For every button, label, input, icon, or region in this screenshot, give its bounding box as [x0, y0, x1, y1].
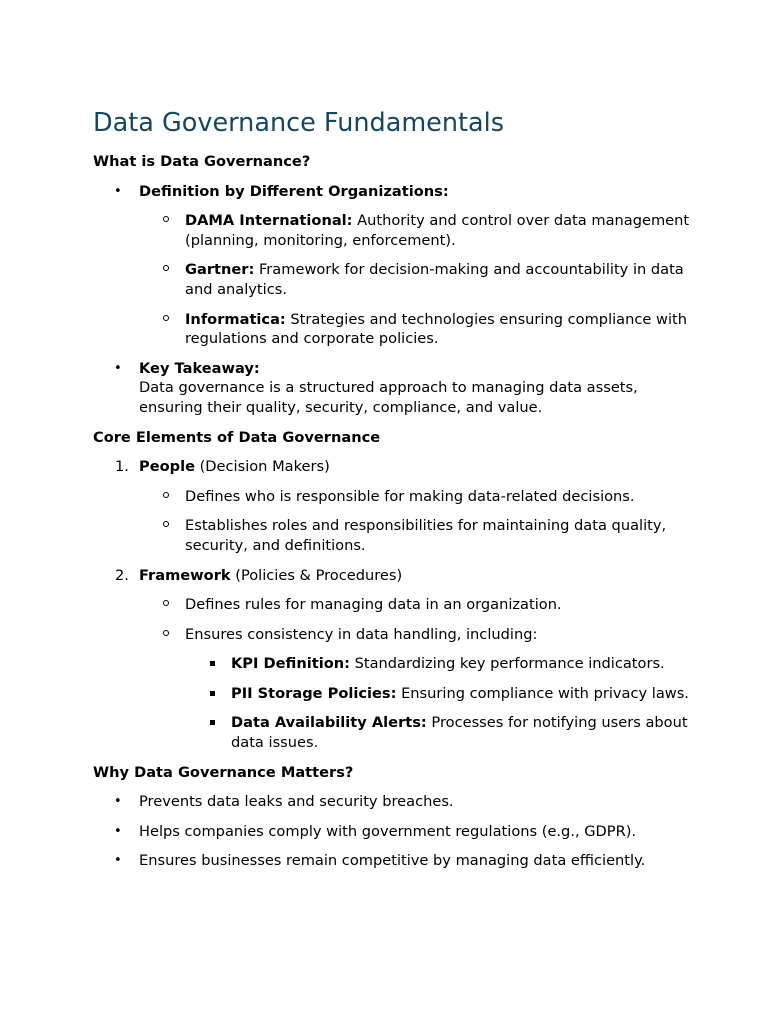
- item-text: Helps companies comply with government regulations (e.g., GDPR).: [139, 822, 637, 840]
- item-text: Data governance is a structured approach to managing data assets, ensuring their quality, security, compliance, and value.: [139, 379, 638, 416]
- bullet-icon: •: [114, 360, 122, 376]
- circle-bullet-icon: [163, 315, 169, 321]
- square-bullet-icon: [210, 720, 215, 725]
- list-item: [185, 654, 693, 674]
- list-item: [93, 566, 693, 753]
- list-item: [93, 792, 693, 812]
- item-text: Standardizing key performance indicators.: [354, 655, 665, 673]
- item-label: Data Availability Alerts:: [231, 714, 427, 732]
- list-item: [139, 310, 693, 349]
- list-item: [93, 457, 693, 555]
- list-item: [139, 595, 693, 615]
- item-label: Gartner:: [185, 261, 255, 279]
- item-label: PII Storage Policies:: [231, 684, 397, 702]
- consistency-list: [185, 654, 693, 752]
- item-text: Establishes roles and responsibilities for maintaining data quality, security, and definitions.: [185, 517, 667, 554]
- list-item: [185, 684, 693, 704]
- item-number: 2.: [115, 566, 129, 584]
- list-item: [139, 211, 693, 250]
- what-is-list: [93, 182, 693, 418]
- item-text: Ensures consistency in data handling, including:: [185, 625, 538, 643]
- section-heading-core-elements: Core Elements of Data Governance: [93, 428, 381, 446]
- circle-bullet-icon: [163, 265, 169, 271]
- bullet-icon: •: [114, 853, 122, 869]
- circle-bullet-icon: [163, 521, 169, 527]
- list-item: [93, 182, 693, 349]
- document-content: [93, 106, 693, 881]
- list-item: [139, 516, 693, 555]
- item-text: Processes for notifying users about data issues.: [231, 714, 688, 752]
- item-text: Defines rules for managing data in an organization.: [185, 596, 562, 614]
- people-list: [139, 487, 693, 556]
- item-label: Framework: [139, 566, 231, 584]
- item-label: Key Takeaway:: [139, 359, 260, 377]
- item-text: Framework for decision-making and accountability in data and analytics.: [185, 261, 684, 298]
- item-text: (Decision Makers): [199, 458, 330, 476]
- section-heading-what-is: What is Data Governance?: [93, 153, 311, 170]
- item-text: Defines who is responsible for making data-related decisions.: [185, 487, 635, 505]
- item-label: Definition by Different Organizations:: [139, 182, 449, 200]
- item-text: Ensuring compliance with privacy laws.: [401, 684, 689, 702]
- core-elements-list: [93, 457, 693, 753]
- why-matters-list: [93, 792, 693, 871]
- section-heading-why-matters: Why Data Governance Matters?: [93, 763, 354, 781]
- list-item: [93, 359, 693, 418]
- item-text: Authority and control over data management (planning, monitoring, enforcement).: [185, 212, 690, 249]
- item-text: Strategies and technologies ensuring compliance with regulations and corporate policies.: [185, 310, 687, 348]
- circle-bullet-icon: [163, 600, 169, 606]
- list-item: [139, 260, 693, 299]
- item-text: Ensures businesses remain competitive by managing data efficiently.: [139, 852, 646, 870]
- bullet-icon: •: [114, 183, 122, 199]
- item-label: KPI Definition:: [231, 655, 350, 673]
- square-bullet-icon: [210, 661, 215, 666]
- item-text: (Policies & Procedures): [235, 566, 403, 584]
- list-item: [185, 713, 693, 752]
- item-number: 1.: [115, 458, 129, 476]
- bullet-icon: •: [114, 823, 122, 839]
- circle-bullet-icon: [163, 216, 169, 222]
- item-label: People: [139, 458, 195, 476]
- item-text: Prevents data leaks and security breaches.: [139, 793, 454, 811]
- definitions-list: [139, 211, 693, 349]
- bullet-icon: •: [114, 794, 122, 810]
- list-item: [93, 851, 693, 871]
- item-label: DAMA International:: [185, 212, 353, 230]
- list-item: [139, 487, 693, 507]
- list-item: [93, 822, 693, 842]
- square-bullet-icon: [210, 691, 215, 696]
- circle-bullet-icon: [163, 630, 169, 636]
- document-title: Data Governance Fundamentals: [93, 108, 505, 138]
- framework-list: [139, 595, 693, 753]
- circle-bullet-icon: [163, 492, 169, 498]
- list-item: [139, 625, 693, 753]
- item-label: Informatica:: [185, 310, 286, 328]
